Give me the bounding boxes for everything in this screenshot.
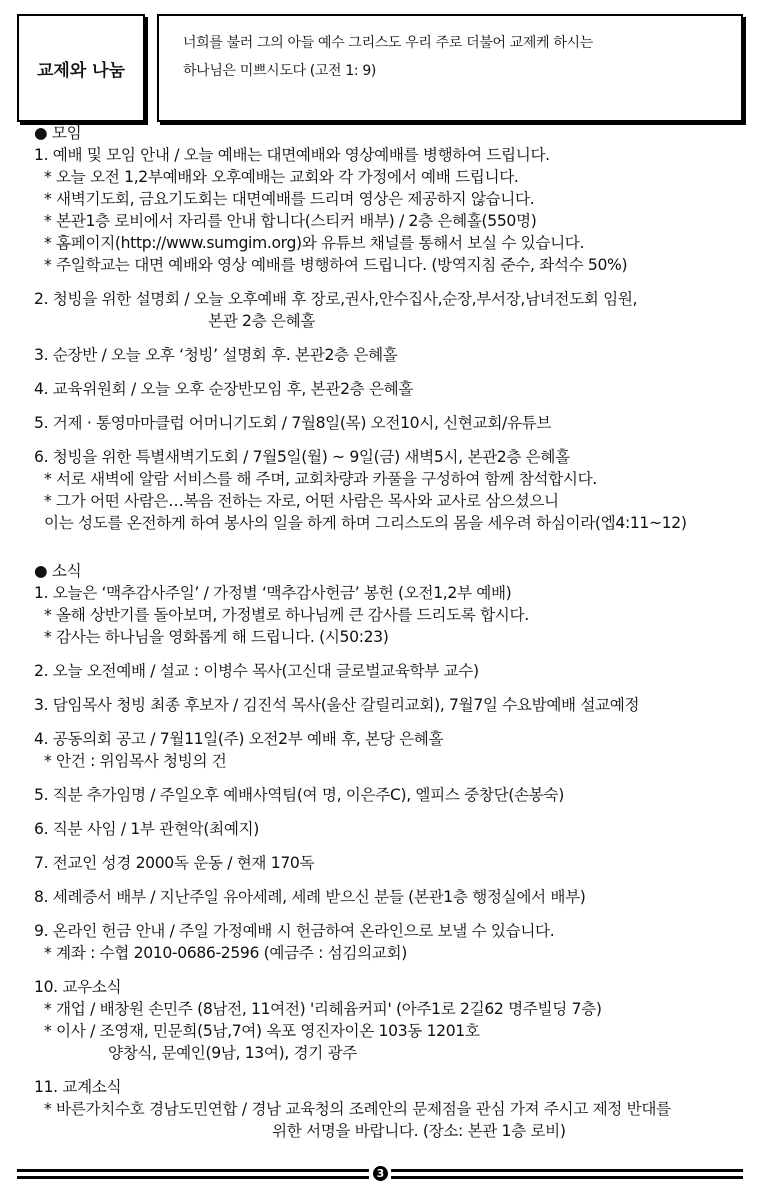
list-item-sub: 이는 성도를 온전하게 하여 봉사의 일을 하게 하며 그리스도의 몸을 세우려 하심이라(엡4:11~12) [44,514,687,532]
list-item-sub: * 새벽기도회, 금요기도회는 대면예배를 드리며 영상은 제공하지 않습니다. [44,190,535,208]
section-heading-news: ● 소식 [34,562,82,580]
list-item-sub: * 그가 어떤 사람은…복음 전하는 자로, 어떤 사람은 목사와 교사로 삼으셨으니 [44,492,559,510]
verse-line: 너희를 불러 그의 아들 예수 그리스도 우리 주로 더불어 교제케 하시는 [183,35,593,51]
list-item-sub: * 계좌 : 수협 2010-0686-2596 (예금주 : 섬김의교회) [44,944,407,962]
list-item-title: 1. 오늘은 ‘맥추감사주일’ / 가정별 ‘맥추감사헌금’ 봉헌 (오전1,2부 예배) [34,584,512,602]
list-item-title: 5. 거제 · 통영마마클럽 어머니기도회 / 7월8일(목) 오전10시, 신현교회/유튜브 [34,414,552,432]
list-item-sub: * 서로 새벽에 알람 서비스를 해 주며, 교회차량과 카풀을 구성하여 함께 참석합시다. [44,470,597,488]
list-item-title: 3. 순장반 / 오늘 오후 ‘청빙’ 설명회 후. 본관2층 은혜홀 [34,346,398,364]
list-item-title: 6. 청빙을 위한 특별새벽기도회 / 7월5일(월) ~ 9일(금) 새벽5시, 본관2층 은혜홀 [34,448,570,466]
footer [17,1166,743,1182]
list-item-continued: 본관 2층 은혜홀 [208,312,316,330]
list-item-title: 2. 오늘 오전예배 / 설교 : 이병수 목사(고신대 글로벌교육학부 교수) [34,662,479,680]
list-item-title: 2. 청빙을 위한 설명회 / 오늘 오후예배 후 장로,권사,안수집사,순장,부서장,남녀전도회 임원, [34,290,638,308]
section-heading-gatherings: ● 모임 [34,124,82,142]
list-item-sub: * 홈페이지(http://www.sumgim.org)와 유튜브 채널를 통해서 보실 수 있습니다. [44,234,585,252]
page-title: 교제와 나눔 [17,14,145,122]
list-item-title: 1. 예배 및 모임 안내 / 오늘 예배는 대면예배와 영상예배를 병행하여 드립니다. [34,146,550,164]
verse-line: 하나님은 미쁘시도다 (고전 1: 9) [183,63,377,79]
list-item-title: 8. 세례증서 배부 / 지난주일 유아세례, 세례 받으신 분들 (본관1층 행정실에서 배부) [34,888,586,906]
list-item-title: 4. 교육위원회 / 오늘 오후 순장반모임 후, 본관2층 은혜홀 [34,380,414,398]
list-item-title: 6. 직분 사임 / 1부 관현악(최예지) [34,820,260,838]
list-item-title: 11. 교계소식 [34,1078,122,1096]
header [17,14,746,126]
footer-rule-left [17,1169,369,1179]
bulletin-content [34,122,734,1142]
page-number: 3 [373,1166,388,1181]
list-item-sub: * 본관1층 로비에서 자리를 안내 합니다(스티커 배부) / 2층 은혜홀(550명) [44,212,537,230]
bible-verse-box [157,14,743,122]
footer-rule-right [391,1169,743,1179]
list-item-sub: * 안건 : 위임목사 청빙의 건 [44,752,227,770]
list-item-sub: * 올해 상반기를 돌아보며, 가정별로 하나님께 큰 감사를 드리도록 합시다. [44,606,529,624]
list-item-sub: * 개업 / 배창원 손민주 (8남전, 11여전) '리헤윰커피' (아주1로 2길62 명주빌딩 7층) [44,1000,602,1018]
list-item-title: 3. 담임목사 청빙 최종 후보자 / 김진석 목사(울산 갈릴리교회), 7월7일 수요밤예배 설교예정 [34,696,640,714]
list-item-title: 4. 공동의회 공고 / 7월11일(주) 오전2부 예배 후, 본당 은혜홀 [34,730,444,748]
list-item-title: 10. 교우소식 [34,978,122,996]
list-item-continued: 양창식, 문예인(9남, 13여), 경기 광주 [108,1044,357,1062]
list-item-sub: * 바른가치수호 경남도민연합 / 경남 교육청의 조례안의 문제점을 관심 가져 주시고 제정 반대를 [44,1100,671,1118]
list-item-sub: * 이사 / 조영재, 민문희(5남,7여) 옥포 영진자이온 103동 1201호 [44,1022,480,1040]
list-item-sub: * 주일학교는 대면 예배와 영상 예배를 병행하여 드립니다. (방역지침 준수, 좌석수 50%) [44,256,628,274]
list-item-continued: 위한 서명을 바랍니다. (장소: 본관 1층 로비) [272,1122,566,1140]
list-item-title: 5. 직분 추가임명 / 주일오후 예배사역팀(여 명, 이은주C), 엘피스 중창단(손봉숙) [34,786,564,804]
list-item-title: 9. 온라인 헌금 안내 / 주일 가정예배 시 헌금하여 온라인으로 보낼 수 있습니다. [34,922,555,940]
list-item-title: 7. 전교인 성경 2000독 운동 / 현재 170독 [34,854,315,872]
list-item-sub: * 감사는 하나님을 영화롭게 해 드립니다. (시50:23) [44,628,389,646]
list-item-sub: * 오늘 오전 1,2부예배와 오후예배는 교회와 각 가정에서 예배 드립니다. [44,168,519,186]
